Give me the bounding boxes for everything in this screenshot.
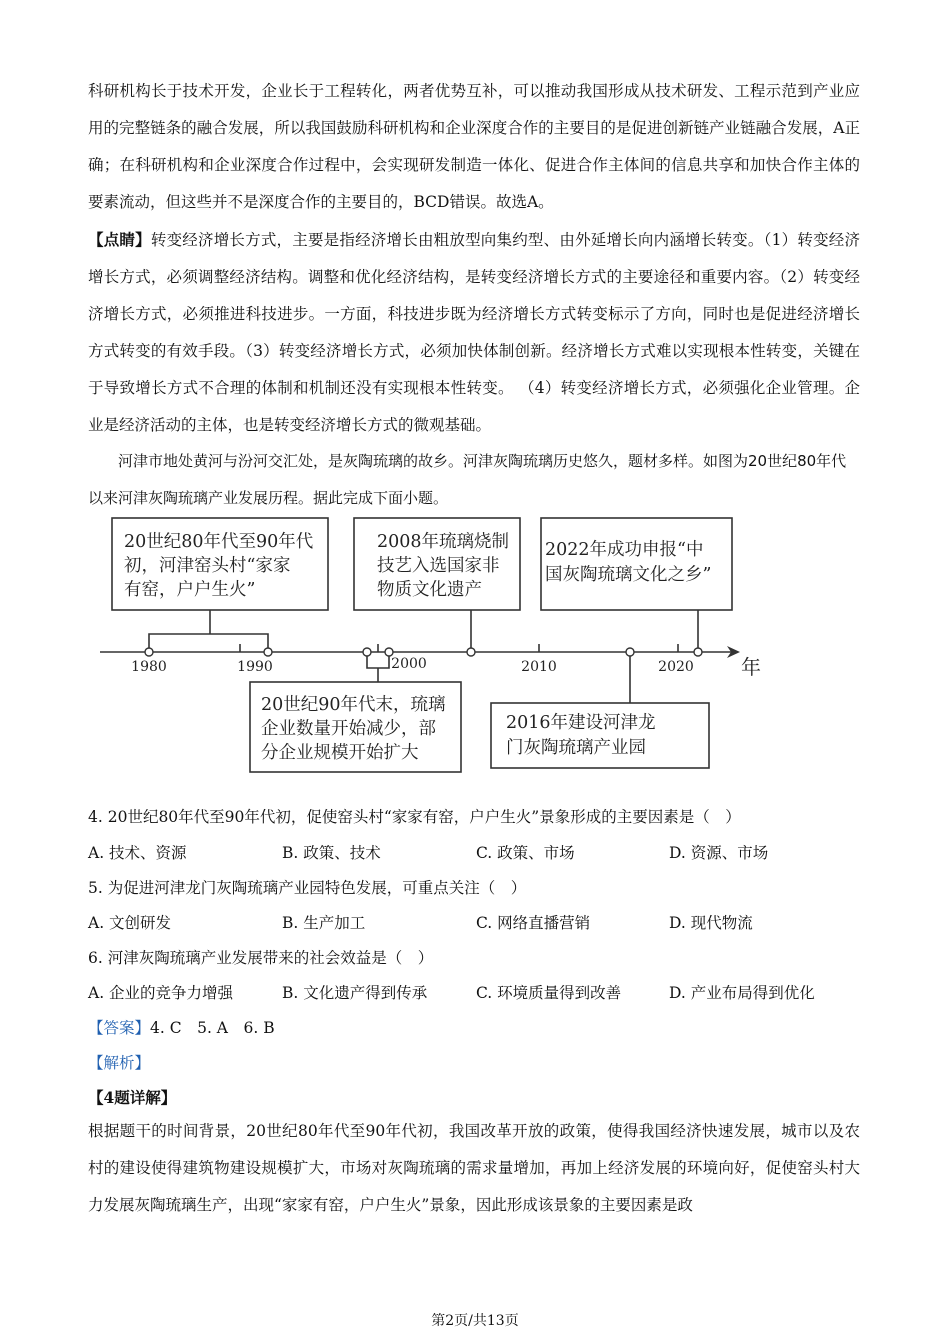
question-5-option-c[interactable]: C. 网络直播营销 <box>476 914 591 932</box>
question-4-option-d[interactable]: D. 资源、市场 <box>669 844 769 862</box>
timeline-diagram <box>0 510 950 780</box>
tick-label: 1990 <box>237 659 273 675</box>
question-5-option-d[interactable]: D. 现代物流 <box>669 914 753 932</box>
tick-label: 2020 <box>658 659 694 675</box>
detail-paragraph: 根据题干的时间背景，20世纪80年代至90年代初，我国改革开放的政策，使得我国经济快速发展，城市以及农村的建设使得建筑物建设规模扩大，市场对灰陶琉璃的需求量增加，再加上经济发展的环境向好，促使窑头村大力发展灰陶琉璃生产，出现“家家有窑，户户生火”景象，因此形成该景象的主要因素是政 <box>88 1122 860 1214</box>
answer-tag: 【答案】 <box>88 1019 151 1037</box>
box-text: 2008年琉璃烧制 <box>377 532 510 552</box>
question-6-option-d[interactable]: D. 产业布局得到优化 <box>669 984 815 1002</box>
box-text: 物质文化遗产 <box>377 580 482 600</box>
question-6-option-b[interactable]: B. 文化遗产得到传承 <box>282 984 428 1002</box>
question-4-option-b[interactable]: B. 政策、技术 <box>282 844 381 862</box>
question-4-option-a[interactable]: A. 技术、资源 <box>88 844 187 862</box>
timeline-box-2022 <box>541 518 732 610</box>
key-point-text: 转变经济增长方式，主要是指经济增长由粗放型向集约型、由外延增长向内涵增长转变。（1）转变经济增长方式，必须调整经济结构。调整和优化经济结构，是转变经济增长方式的主要途径和重要内容。（2）转变经济增长方式，必须推进科技进步。一方面，科技进步既为经济增长方式转变标示了方向，同时也是促进经济增长方式转变的有效手段。（3）转变经济增长方式，必须加快体制创新。经济增长方式难以实现根本性转变，关键在于导致增长方式不合理的体制和机制还没有实现根本性转变。 （4）转变经济增长方式，必须强化企业管理。企业是经济活动的主体，也是转变经济增长方式的微观基础。 <box>88 231 860 434</box>
box-text: 国灰陶琉璃文化之乡” <box>545 565 712 585</box>
question-6-option-c[interactable]: C. 环境质量得到改善 <box>476 984 622 1002</box>
question-5-option-b[interactable]: B. 生产加工 <box>282 914 366 932</box>
tick-label: 2010 <box>521 659 557 675</box>
box-text: 2016年建设河津龙 <box>506 713 656 733</box>
question-4-option-c[interactable]: C. 政策、市场 <box>476 844 575 862</box>
box-text: 门灰陶琉璃产业园 <box>506 738 646 758</box>
answer-text: 4. C 5. A 6. B <box>150 1019 275 1037</box>
box-text: 有窑，户户生火” <box>124 580 256 600</box>
question-6-option-a[interactable]: A. 企业的竞争力增强 <box>88 984 234 1002</box>
tick-label: 1980 <box>131 659 167 675</box>
tick-label: 2000 <box>391 656 427 672</box>
box-text: 20世纪80年代至90年代 <box>124 532 314 552</box>
box-text: 技艺入选国家非 <box>377 556 500 576</box>
box-text: 企业数量开始减少，部 <box>261 719 436 739</box>
answer-explanation-paragraph: 科研机构长于技术开发，企业长于工程转化，两者优势互补，可以推动我国形成从技术研发、工程示范到产业应用的完整链条的融合发展，所以我国鼓励科研机构和企业深度合作的主要目的是促进创新链产业链融合发展，A正确；在科研机构和企业深度合作过程中，会实现研发制造一体化、促进合作主体间的信息共享和加快合作主体的要素流动，但这些并不是深度合作的主要目的，BCD错误。故选A。 <box>88 82 860 211</box>
box-text: 分企业规模开始扩大 <box>261 743 419 763</box>
question-intro: 河津市地处黄河与汾河交汇处，是灰陶琉璃的故乡。河津灰陶琉璃历史悠久，题材多样。如图为20世纪80年代以来河津灰陶琉璃产业发展历程。据此完成下面小题。 <box>88 452 847 507</box>
question-5-stem: 5. 为促进河津龙门灰陶琉璃产业园特色发展，可重点关注（ ） <box>88 879 527 897</box>
question-5-option-a[interactable]: A. 文创研发 <box>88 914 172 932</box>
axis-unit: 年 <box>741 655 761 679</box>
page-footer: 第2页/共13页 <box>431 1313 519 1329</box>
box-text: 2022年成功申报“中 <box>545 540 704 560</box>
question-4-stem: 4. 20世纪80年代至90年代初，促使窑头村“家家有窑，户户生火”景象形成的主要因素是（ ） <box>88 808 741 826</box>
key-point-tag: 【点睛】 <box>88 230 151 249</box>
box-text: 初，河津窑头村“家家 <box>124 556 291 576</box>
key-point-paragraph <box>88 221 860 444</box>
analysis-tag: 【解析】 <box>88 1054 151 1072</box>
detail-tag: 【4题详解】 <box>88 1088 177 1107</box>
answer-line <box>88 1016 275 1038</box>
question-6-stem: 6. 河津灰陶琉璃产业发展带来的社会效益是（ ） <box>88 949 434 967</box>
box-text: 20世纪90年代末，琉璃 <box>261 695 446 715</box>
